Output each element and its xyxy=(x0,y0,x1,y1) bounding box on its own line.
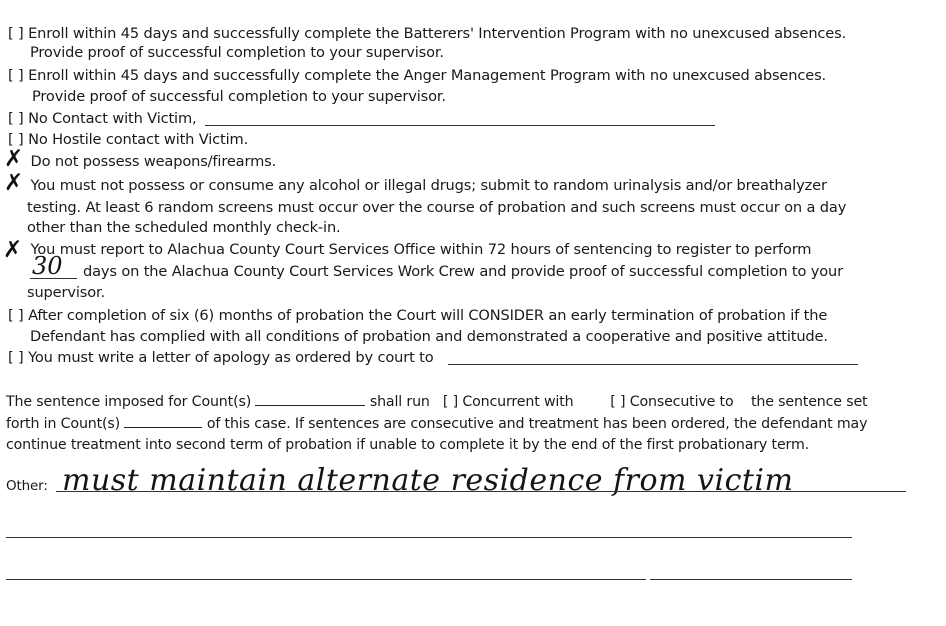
sentence-text: forth in Count(s) xyxy=(6,416,121,432)
sentence-text: shall run xyxy=(369,394,430,410)
condition-text: No Contact with Victim, xyxy=(28,110,197,127)
sentence-line-1 xyxy=(6,392,867,412)
sentence-line-3: continue treatment into second term of probation if unable to complete it by the end of the first probationary term. xyxy=(6,437,809,453)
checkmark-x-icon: ✗ xyxy=(4,146,24,172)
other-line-2[interactable] xyxy=(6,537,852,538)
apology-recipient-blank[interactable] xyxy=(448,364,858,365)
other-line-1[interactable] xyxy=(56,491,906,492)
count-blank[interactable] xyxy=(255,404,365,406)
condition-text-continued: testing. At least 6 random screens must occur over the course of probation and such screens must occur on a day xyxy=(27,199,847,216)
consecutive-option[interactable]: [ ] Consecutive to xyxy=(610,394,734,410)
condition-work-crew xyxy=(8,240,811,260)
condition-no-weapons xyxy=(8,152,276,172)
other-line-3b[interactable] xyxy=(650,579,852,580)
other-label: Other: xyxy=(6,478,48,494)
condition-text: You must not possess or consume any alcohol or illegal drugs; submit to random urinalysis and/or breathalyzer xyxy=(30,177,827,194)
condition-no-hostile-contact xyxy=(8,130,248,150)
checkbox[interactable]: [ ] xyxy=(8,110,24,127)
checkbox[interactable]: [ ] xyxy=(8,349,24,366)
condition-apology-letter xyxy=(8,348,434,368)
condition-text: You must report to Alachua County Court Services Office within 72 hours of sentencing to register to perform xyxy=(30,241,812,258)
condition-text-continued: Provide proof of successful completion to your supervisor. xyxy=(32,88,446,105)
condition-text-continued: days on the Alachua County Court Services Work Crew and provide proof of successful completion to your xyxy=(83,263,843,280)
condition-text: Enroll within 45 days and successfully complete the Batterers' Intervention Program with no unexcused absences. xyxy=(28,25,847,42)
checkmark-x-icon: ✗ xyxy=(3,237,23,263)
condition-text-continued: other than the scheduled monthly check-in. xyxy=(27,219,341,236)
condition-early-termination xyxy=(8,306,827,326)
checkbox[interactable]: [ ] xyxy=(8,307,24,324)
handwritten-other-note: must maintain alternate residence from victim xyxy=(62,463,794,498)
victim-name-blank[interactable] xyxy=(205,125,715,126)
condition-anger-management xyxy=(8,66,826,86)
checkmark-x-icon: ✗ xyxy=(4,170,24,196)
condition-text: After completion of six (6) months of probation the Court will CONSIDER an early termination of probation if the xyxy=(28,307,828,324)
checkbox[interactable]: [ ] xyxy=(8,25,24,42)
sentence-line-2 xyxy=(6,414,867,434)
checkbox[interactable]: [ ] xyxy=(8,67,24,84)
concurrent-option[interactable]: [ ] Concurrent with xyxy=(442,394,574,410)
other-line-3a[interactable] xyxy=(6,579,646,580)
count-blank[interactable] xyxy=(124,426,202,428)
sentence-text: the sentence set xyxy=(750,394,868,410)
condition-text-continued: Defendant has complied with all conditions of probation and demonstrated a cooperative and positive attitude. xyxy=(30,328,828,345)
condition-text: Enroll within 45 days and successfully complete the Anger Management Program with no unexcused absences. xyxy=(28,67,827,84)
condition-no-contact xyxy=(8,109,197,129)
condition-text: No Hostile contact with Victim. xyxy=(28,131,249,148)
days-blank[interactable] xyxy=(30,278,77,279)
condition-no-alcohol-drugs xyxy=(8,176,827,196)
condition-text: Do not possess weapons/firearms. xyxy=(30,153,277,170)
sentence-text: of this case. If sentences are consecutive and treatment has been ordered, the defendant may xyxy=(206,416,868,432)
condition-text-continued: Provide proof of successful completion to your supervisor. xyxy=(30,44,444,61)
checkbox[interactable]: [ ] xyxy=(8,131,24,148)
condition-text: You must write a letter of apology as ordered by court to xyxy=(28,349,434,366)
handwritten-days: 30 xyxy=(32,252,63,280)
condition-text-continued: supervisor. xyxy=(27,284,105,301)
condition-batterers-program xyxy=(8,24,846,44)
sentence-text: The sentence imposed for Count(s) xyxy=(6,394,252,410)
